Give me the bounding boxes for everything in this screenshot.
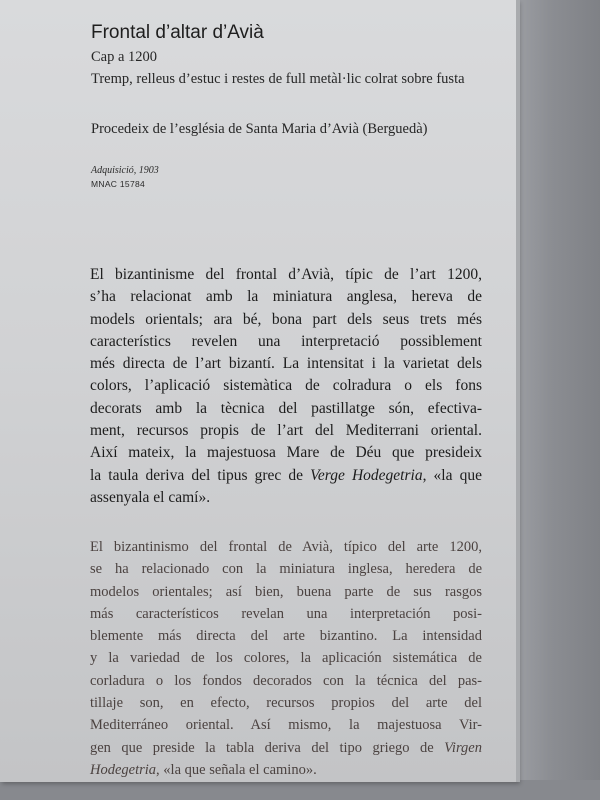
- acquisition-note: Adquisició, 1903: [91, 165, 159, 176]
- catalan-line: colors, l’aplicació sistemàtica de colradura o els fons: [90, 377, 482, 395]
- spanish-italic-term: Virgen: [444, 739, 482, 756]
- catalog-number: MNAC 15784: [91, 179, 146, 189]
- spanish-line: [90, 737, 482, 759]
- catalan-description: [90, 264, 482, 509]
- catalan-line: Així mateix, la majestuosa Mare de Déu que presideix: [90, 444, 482, 462]
- panel-edge: [516, 0, 520, 782]
- spanish-line: corladura o los fondos decorados con la técnica del pas-: [90, 672, 482, 689]
- catalan-line-tail: , «la que: [422, 466, 482, 484]
- spanish-line: y la variedad de los colores, la aplicación sistemática de: [90, 650, 482, 667]
- spanish-description: [90, 536, 482, 781]
- artwork-technique: Tremp, relleus d’estuc i restes de full metàl·lic colrat sobre fusta: [91, 71, 465, 87]
- catalan-line: característics revelen una interpretació possiblement: [90, 332, 482, 350]
- artwork-origin: Procedeix de l’església de Santa Maria d’Avià (Berguedà): [91, 121, 428, 137]
- catalan-line: assenyala el camí».: [90, 488, 211, 506]
- spanish-line: [90, 759, 482, 781]
- spanish-line: blemente más directa del arte bizantino. La intensidad: [90, 628, 482, 645]
- catalan-line: models orientals; ara bé, bona part dels seus trets més: [90, 310, 482, 328]
- catalan-line: ment, recursos propis de l’art del Mediterrani oriental.: [90, 422, 482, 440]
- spanish-line-tail: , «la que señala el camino».: [156, 761, 317, 778]
- wall-floor-edge: [0, 780, 600, 800]
- spanish-line: modelos orientales; así bien, buena parte de sus rasgos: [90, 583, 482, 600]
- catalan-line: decorats amb la tècnica del pastillatge són, efectiva-: [90, 399, 482, 417]
- artwork-date: Cap a 1200: [91, 49, 158, 65]
- spanish-line: tillaje son, en efecto, recursos propios del arte del: [90, 695, 482, 712]
- catalan-line: [90, 465, 482, 487]
- artwork-title: Frontal d’altar d’Avià: [91, 22, 264, 43]
- spanish-line: se ha relacionado con la miniatura inglesa, heredera de: [90, 561, 482, 578]
- catalan-line-text: la taula deriva del tipus grec de: [90, 466, 304, 484]
- catalan-line: s’ha relacionat amb la miniatura anglesa, hereva de: [90, 288, 482, 306]
- catalan-line: més directa de l’art bizantí. La intensitat i la varietat dels: [90, 355, 482, 373]
- catalan-italic-term: Verge Hodegetria: [310, 466, 423, 484]
- spanish-line: más característicos revelan una interpretación posi-: [90, 605, 482, 622]
- spanish-italic-term: Hodegetria: [90, 761, 157, 778]
- spanish-line: El bizantinismo del frontal de Avià, típico del arte 1200,: [90, 539, 482, 555]
- spanish-line: Mediterráneo oriental. Así mismo, la majestuosa Vir-: [90, 717, 482, 734]
- spanish-line-text: gen que preside la tabla deriva del tipo griego de: [90, 739, 434, 756]
- wall-background: [520, 0, 600, 800]
- catalan-line: El bizantinisme del frontal d’Avià, típic de l’art 1200,: [90, 266, 482, 283]
